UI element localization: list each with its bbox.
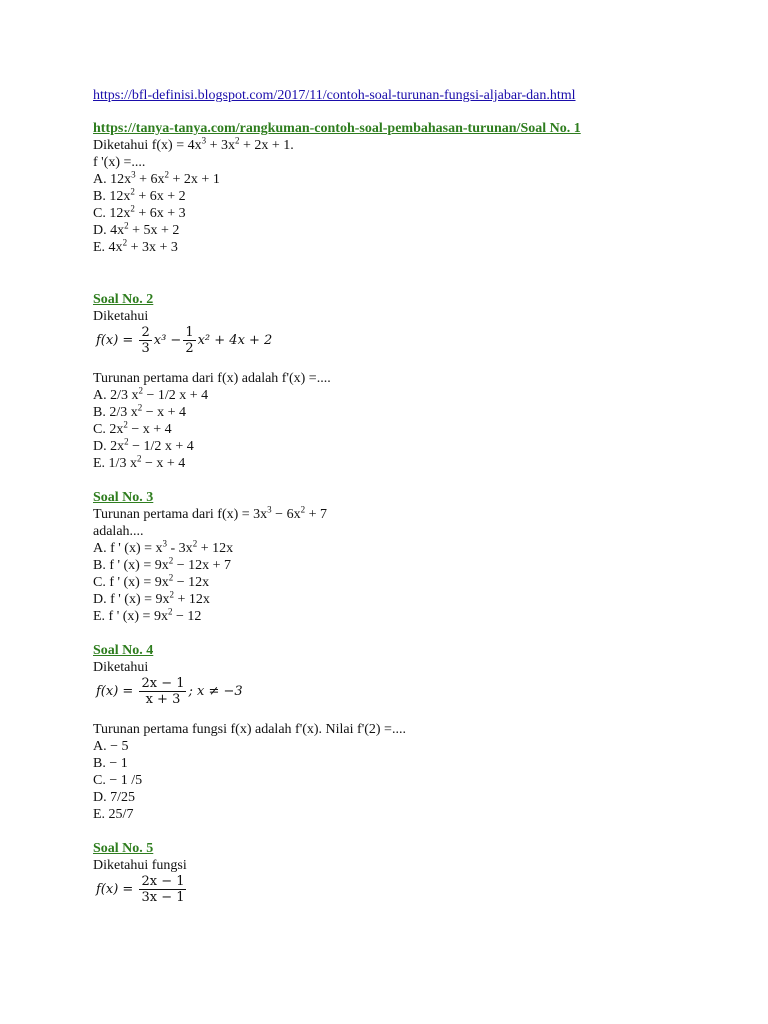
q5-intro: Diketahui fungsi [93,858,187,873]
q4-heading: Soal No. 4 [93,643,154,658]
document-page [93,86,743,905]
q4-option-d: D. 7/25 [93,790,135,805]
q1-option-b: B. $12x^2 + 6x + 2$ [93,186,186,204]
q5-formula: f(x) = $\frac{2x - 1}{3x - 1}$ [96,874,185,905]
q2-intro: Diketahui [93,309,149,324]
q2-option-e: E. 1/3 $x^2 - x + 4$ [93,453,186,471]
q3-option-a: A. f ' $(x) = x^3 - 3x^2 + 12x$ [93,538,234,556]
q3-option-c: C. f ' $(x) = 9x^2 - 12x$ [93,572,210,590]
q4-intro: Diketahui [93,660,149,675]
q3-option-b: B. f ' $(x) = 9x^2 - 12x + 7$ [93,555,232,573]
q4-option-b: B. − 1 [93,756,128,771]
q3-statement: Turunan pertama dari $f(x) = 3x^3 - 6x^2 + 7$ [93,504,327,522]
q2-heading: Soal No. 2 [93,292,154,307]
q1-option-a: A. $12x^3 + 6x^2 + 2x + 1$ [93,169,220,187]
q3-statement-cont: adalah.... [93,524,144,539]
q3-heading: Soal No. 3 [93,490,154,505]
q4-option-a: A. − 5 [93,739,129,754]
q1-question: f '(x) =.... [93,155,146,170]
q2-option-b: B. 2/3 $x^2 - x + 4$ [93,402,187,420]
q2-question: Turunan pertama dari f(x) adalah f'(x) =.... [93,371,331,386]
q3-option-d: D. f ' $(x) = 9x^2 + 12x$ [93,589,210,607]
q1-statement: Diketahui $f(x) = 4x^3 + 3x^2 + 2x + 1$. [93,135,294,153]
q1-option-d: D. $4x^2 + 5x + 2$ [93,220,180,238]
q3-option-e: E. f ' $(x) = 9x^2 - 12$ [93,606,202,624]
source-link-tanya-tanya[interactable]: https://tanya-tanya.com/rangkuman-contoh-soal-pembahasan-turunan/Soal No. 1 [93,121,581,136]
q2-formula: f(x) = $\frac{2}{3}$ x³ − $\frac{1}{2}$ x² + 4x + 2 [96,325,273,356]
q4-option-e: E. 25/7 [93,807,134,822]
q1-option-c: C. $12x^2 + 6x + 3$ [93,203,186,221]
q5-heading: Soal No. 5 [93,841,154,856]
q4-option-c: C. − 1 /5 [93,773,143,788]
q4-question: Turunan pertama fungsi f(x) adalah f'(x). Nilai f'(2) =.... [93,722,406,737]
q2-option-d: D. $2x^2 - 1/2$ x + 4 [93,436,194,454]
q2-option-c: C. $2x^2 - x + 4$ [93,419,172,437]
source-link-blogspot[interactable]: https://bfl-definisi.blogspot.com/2017/11/contoh-soal-turunan-fungsi-aljabar-dan.html [93,88,576,103]
q4-formula: f(x) = $\frac{2x - 1}{x + 3}$ ; x ≠ −3 [96,676,243,707]
q1-option-e: E. $4x^2 + 3x + 3$ [93,237,178,255]
q2-option-a: A. 2/3 $x^2 - 1/2$ x + 4 [93,385,209,403]
